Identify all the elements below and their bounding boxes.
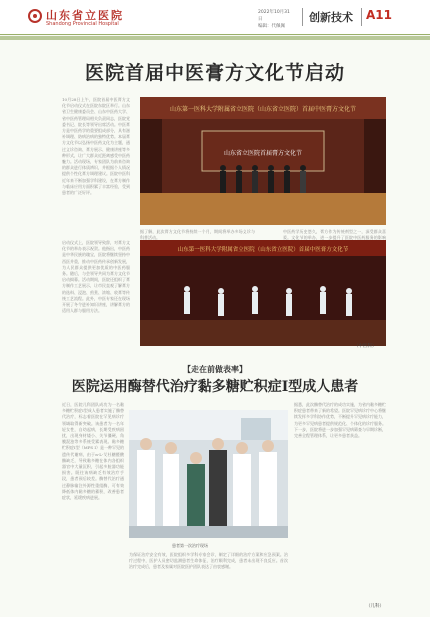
article2-title: 医院运用酶替代治疗黏多糖贮积症Ⅰ型成人患者 — [71, 379, 359, 395]
patient-treatment-photo — [129, 410, 288, 538]
performance-photo — [140, 240, 386, 346]
article2 — [0, 356, 430, 617]
header-divider — [302, 8, 303, 26]
hospital-name: 山东省立医院 — [46, 9, 124, 22]
stage-board-text: 山东省立医院首届膏方文化节 — [223, 150, 303, 157]
hospital-logo-icon — [28, 9, 42, 23]
hospital-name-en: Shandong Provincial Hospital — [46, 21, 119, 27]
masthead — [0, 0, 430, 35]
issue-date-line: 2022年10月31日 — [258, 10, 290, 22]
article1-col2: 启动仪式上，医院领导致辞，对膏方文化节的举办表示祝贺。他指出，中医药是中华民族的瑰宝，医院将继续坚持中西医并重，推动中医药传承创新发展，为人民群众提供更加优质的中医药服务。随后，与会领导共同为膏方文化节启动揭幕。活动期间，医院还组织了膏方制作工艺展示，让市民直观了解膏方的选料、浸泡、煎煮、浓缩、收膏等传统工艺流程。此外，中医专家还在现场开展了冬令进补知识讲座，讲解膏方的适用人群与服用方法。 — [62, 240, 130, 347]
patient-treatment-illustration — [129, 410, 288, 538]
stage-banner-text: 山东第一医科大学附属省立医院（山东省立医院）首届中医膏方文化节 — [169, 106, 357, 113]
issue-date — [258, 9, 294, 30]
event-stage-illustration — [140, 97, 386, 225]
article1-byline: （中医科） — [354, 344, 377, 349]
article2-kicker: 【走在前做表率】 — [183, 365, 247, 374]
article1-col4: 中医药学历史悠久，膏方作为传统剂型之一，深受群众喜爱。文化节的举办，进一步提升了医院中医药服务的影响 — [283, 229, 386, 241]
article1-col3: 据了解，此次膏方文化节将持续一个月，期间将举办多场义诊与科普活动。 — [140, 229, 255, 241]
page-number: A11 — [366, 8, 392, 22]
article2-col1: 近日，医院儿科团队成功为一名黏多糖贮积症Ⅰ型成人患者实施了酶替代治疗，标志着医院在罕见病诊疗领域取得新突破。该患者为一名年轻女性，自幼起病，长期受疾病困扰，出现身材矮小、关节僵硬、角膜混浊等多系统受累表现。黏多糖贮积症Ⅰ型（MPS I）是一种罕见的遗传代谢病，由于α-L-艾杜糖醛酸酶缺乏，导致黏多糖在体内各组织器官中大量沉积，引起多脏器功能损害。既往该病缺乏有效治疗手段，患者预后较差。酶替代治疗通过静脉输注外源性重组酶，可有效降低体内黏多糖的蓄积，改善患者症状，延缓疾病进展。 — [62, 402, 124, 501]
article2-byline: （儿科） — [366, 604, 384, 609]
photo-caption: 患者第一次治疗现场 — [172, 543, 208, 548]
article1-col1: 10月28日上午，医院首届中医膏方文化节启动仪式在医院东院区举行。山东省卫生健康委员会、山东中医药大学、省中医药管理局相关负责同志，医院党委书记、院长等领导出席活动。中医膏方是中医药学的重要组成部分，具有滋补调理、防病治病的独特优势。本届膏方文化节以弘扬中医药文化为主题，通过义诊咨询、膏方展示、健康讲座等多种形式，让广大群众近距离感受中医药魅力。活动现场，专家团队为前来咨询的群众进行体质辨识，并根据个人情况提供个性化膏方调理建议。医院中医科近年来不断加强学科建设，在膏方制作与临床应用方面积累了丰富经验，受到患者的广泛好评。 — [62, 97, 130, 196]
header-divider — [361, 8, 362, 26]
article2-col3: 据悉，此次酶替代治疗的成功实施，为省内黏多糖贮积症患者带来了新的希望。医院罕见病诊疗中心将继续发挥多学科协作优势，不断提升罕见病诊疗能力，为更多罕见病患者提供规范化、个体化的诊疗服务。下一步，医院将进一步加强罕见病筛查与早期诊断，完善全程管理体系，让更多患者获益。 — [294, 402, 386, 439]
section-name: 创新技术 — [309, 11, 353, 24]
editor-line: 编辑：代佩佩 — [258, 24, 285, 29]
performance-banner-text: 山东第一医科大学附属省立医院（山东省立医院）首届中医膏方文化节 — [177, 247, 349, 253]
article2-col2: 为保证治疗安全有效，医院组织多学科专家会诊，制定了详细的治疗方案和应急预案。治疗过程中，医护人员密切监测患者生命体征，治疗顺利完成，患者未出现不良反应。首次治疗完成后，患者及家属对医院医护团队表达了由衷感谢。 — [129, 552, 288, 570]
article1-title: 医院首届中医膏方文化节启动 — [84, 62, 345, 84]
performance-illustration — [140, 240, 386, 346]
header-rule — [0, 36, 430, 40]
event-stage-photo — [140, 97, 386, 225]
